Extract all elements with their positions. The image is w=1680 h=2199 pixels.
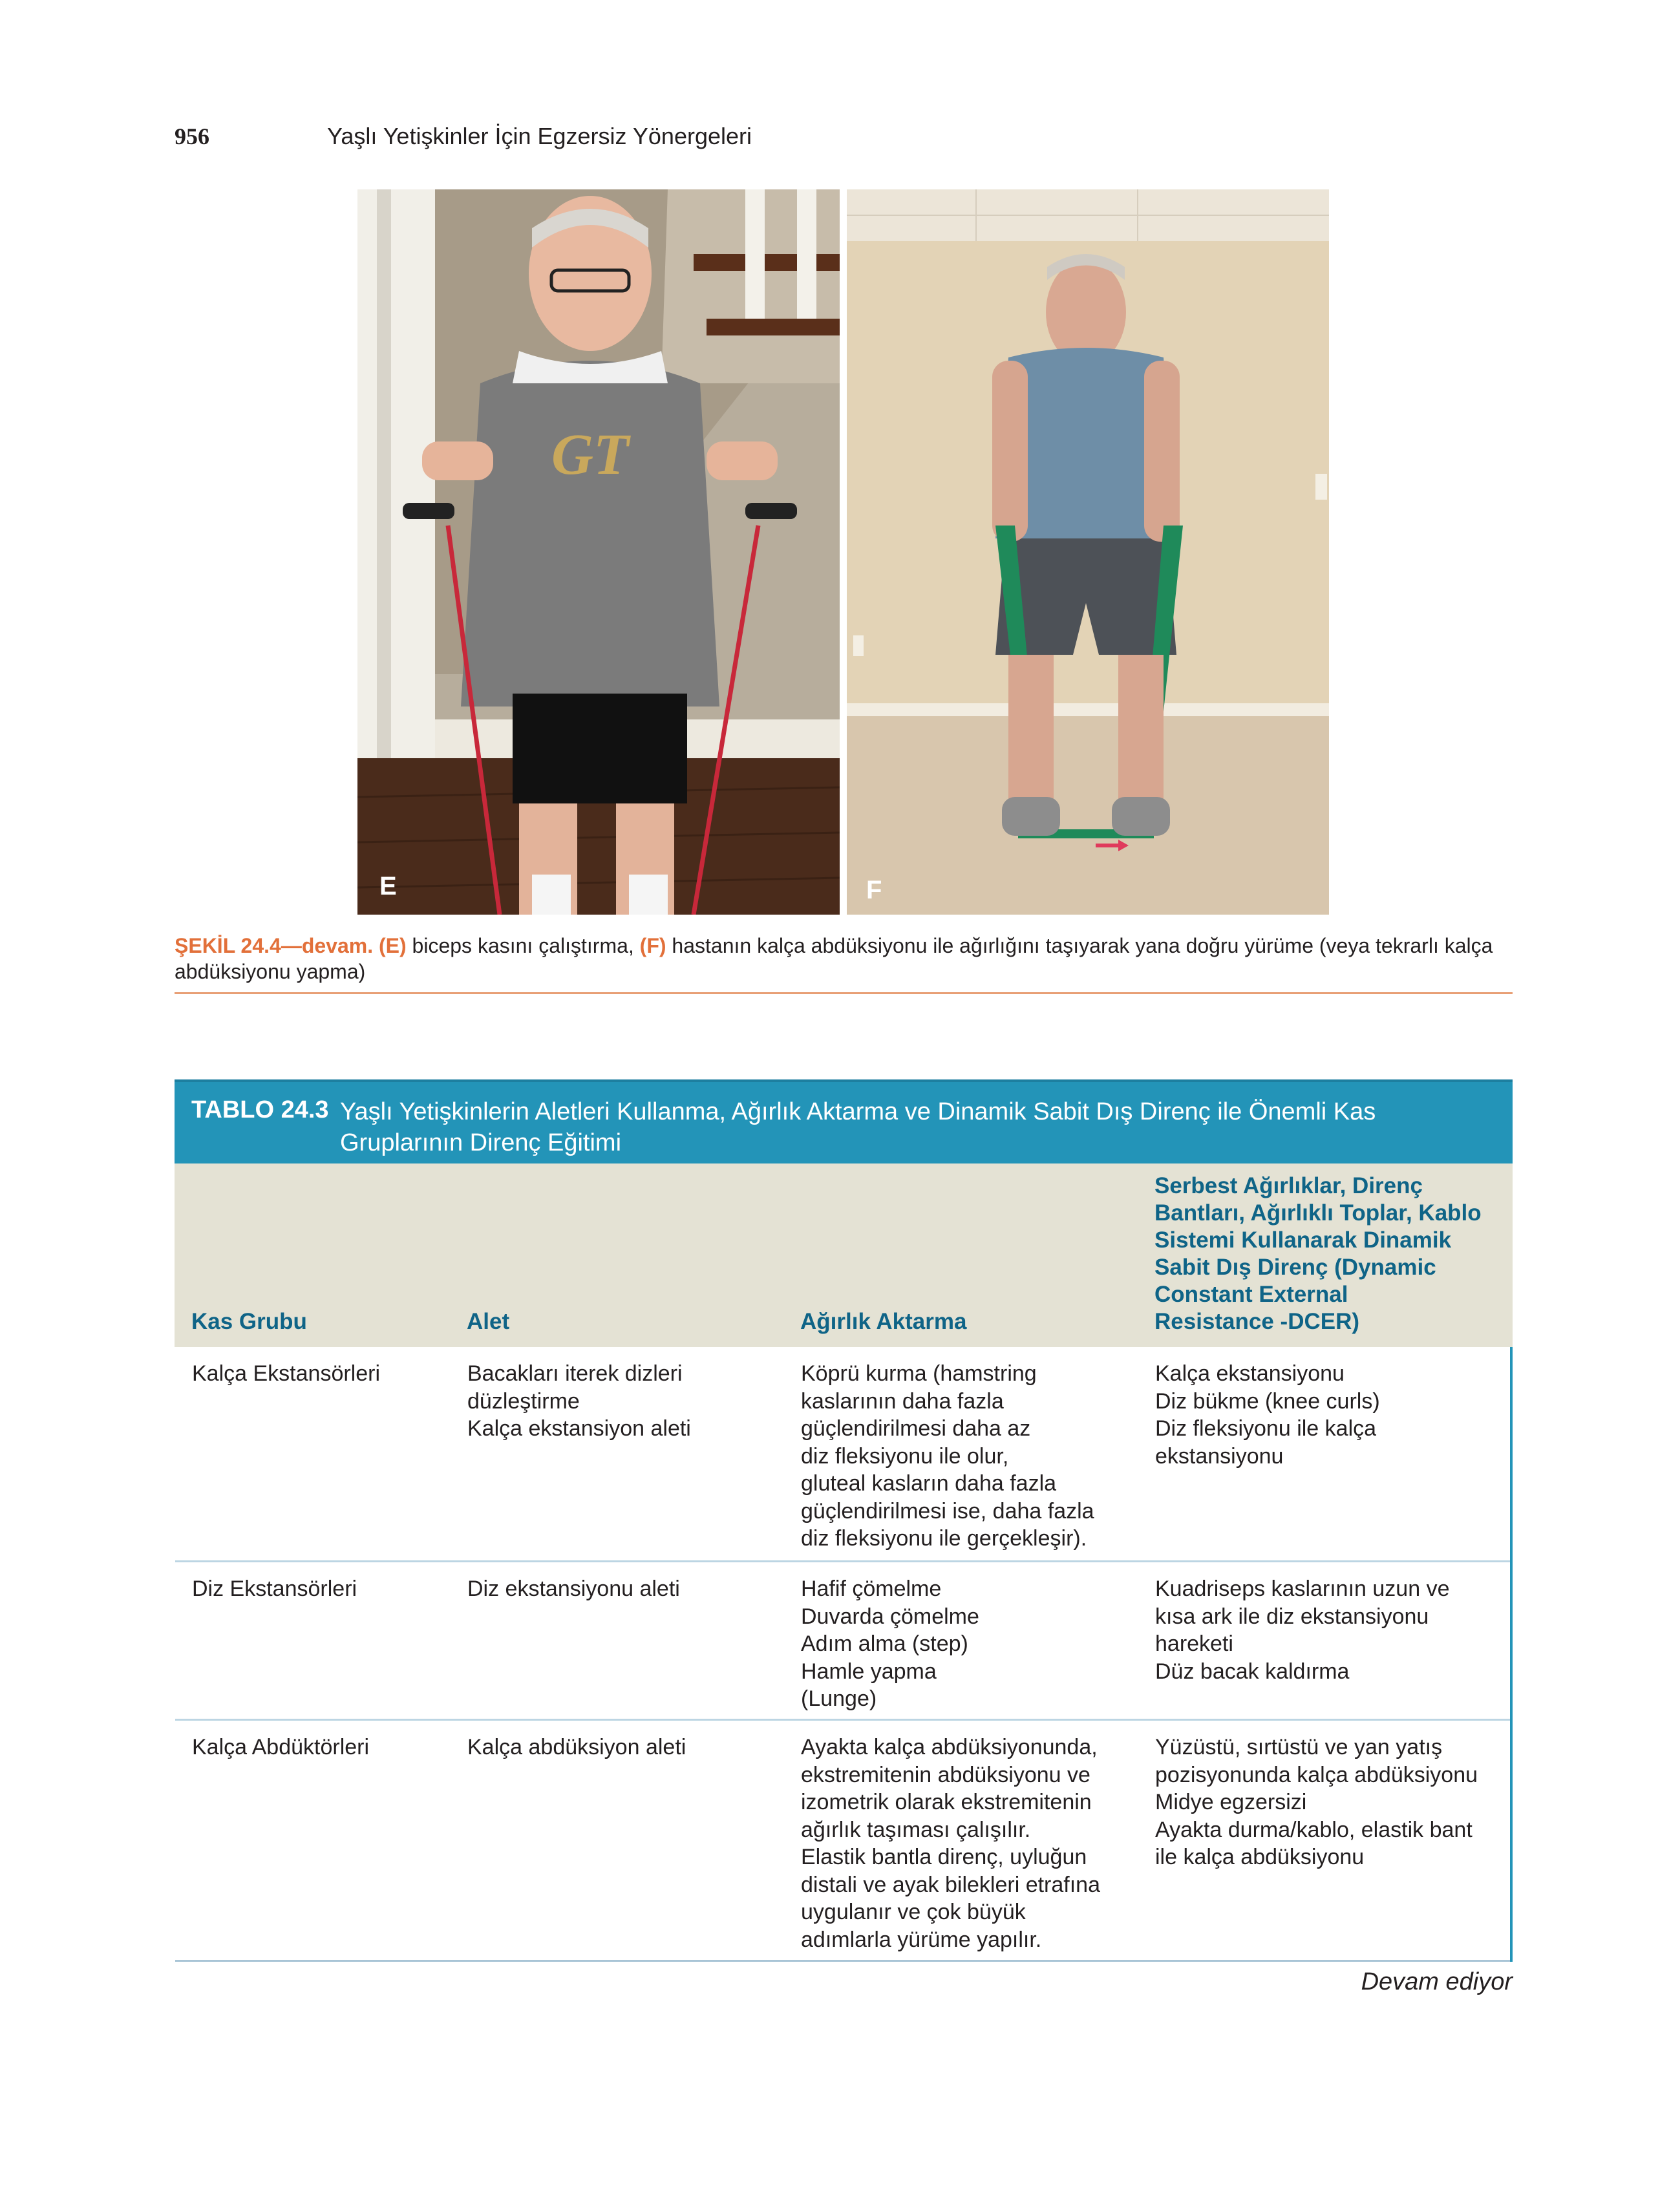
cell-line: Köprü kurma (hamstring — [801, 1361, 1037, 1386]
cell-line: Diz fleksiyonu ile kalça — [1155, 1416, 1377, 1441]
page-header — [175, 123, 752, 162]
caption-tag-f: (F) — [639, 934, 666, 957]
caption-text-e: biceps kasını çalıştırma, — [406, 934, 640, 957]
cell-weight-transfer — [801, 1575, 1143, 1713]
cell-line: diz fleksiyonu ile olur, — [801, 1443, 1009, 1469]
cell-line: Adım alma (step) — [801, 1631, 968, 1656]
cell-muscle — [192, 1575, 457, 1603]
column-header-muscle: Kas Grubu — [191, 1309, 307, 1334]
cell-weight-transfer — [801, 1360, 1143, 1553]
cell-machine — [467, 1360, 791, 1443]
cell-line: ekstansiyonu — [1155, 1443, 1284, 1469]
cell-muscle — [192, 1734, 457, 1761]
man-side-step-band-photo — [847, 189, 1329, 915]
cell-muscle — [192, 1360, 457, 1388]
cell-dcer — [1155, 1360, 1507, 1470]
cell-line: kısa ark ile diz ekstansiyonu — [1155, 1604, 1429, 1629]
cell-weight-transfer — [801, 1734, 1143, 1953]
cell-line: Yüzüstü, sırtüstü ve yan yatış — [1155, 1735, 1443, 1759]
cell-line: ağırlık taşıması çalışılır. — [801, 1817, 1031, 1842]
cell-line: Duvarda çömelme — [801, 1604, 979, 1629]
table-header-row — [175, 1163, 1513, 1347]
cell-line: Hafif çömelme — [801, 1577, 942, 1601]
table-title — [340, 1096, 1376, 1163]
cell-line: distali ve ayak bilekleri etrafına — [801, 1872, 1101, 1897]
cell-line: izometrik olarak ekstremitenin — [801, 1790, 1092, 1814]
figure-caption — [175, 933, 1513, 984]
cell-machine — [467, 1575, 791, 1603]
column-header-weight-transfer: Ağırlık Aktarma — [800, 1309, 967, 1334]
cell-line: Bacakları iterek dizleri — [467, 1361, 683, 1386]
cell-line: Kalça Ekstansörleri — [192, 1361, 381, 1386]
svg-text:GT: GT — [551, 423, 629, 487]
table-row — [175, 1347, 1510, 1562]
panel-label-f: F — [866, 876, 882, 904]
cell-dcer — [1155, 1575, 1507, 1685]
cell-line: Kalça Abdüktörleri — [192, 1735, 370, 1759]
table-number: TABLO 24.3 — [191, 1096, 329, 1123]
panel-label-e: E — [379, 872, 397, 900]
caption-tag-e: (E) — [379, 934, 407, 957]
caption-text-f: hastanın kalça abdüksiyonu ile ağırlığını taşıyarak yana doğru yürüme (veya tekrarlı kalça abdüksiyonu yapma) — [175, 934, 1493, 983]
photo-e — [357, 189, 840, 915]
running-title: Yaşlı Yetişkinler İçin Egzersiz Yönergeleri — [327, 123, 752, 149]
cell-line: Kalça ekstansiyon aleti — [467, 1416, 691, 1441]
table-24-3 — [175, 1079, 1513, 1962]
cell-line: güçlendirilmesi daha az — [801, 1416, 1031, 1441]
cell-line: Hamle yapma — [801, 1659, 937, 1684]
cell-line: düzleştirme — [467, 1388, 580, 1414]
cell-line: Ayakta durma/kablo, elastik bant — [1155, 1817, 1473, 1842]
cell-line: Kuadriseps kaslarının uzun ve — [1155, 1577, 1450, 1601]
cell-line: Midye egzersizi — [1155, 1790, 1307, 1814]
cell-line: Diz bükme (knee curls) — [1155, 1388, 1380, 1414]
caption-label: ŞEKİL 24.4—devam. — [175, 934, 374, 957]
table-title-bar — [175, 1079, 1513, 1163]
cell-line: Ayakta kalça abdüksiyonunda, — [801, 1735, 1098, 1759]
cell-line: Kalça abdüksiyon aleti — [467, 1735, 686, 1759]
cell-line: ile kalça abdüksiyonu — [1155, 1845, 1365, 1869]
cell-line: adımlarla yürüme yapılır. — [801, 1927, 1042, 1952]
column-header-machine: Alet — [467, 1309, 510, 1334]
photo-f — [847, 189, 1329, 915]
cell-machine — [467, 1734, 791, 1761]
table-title-line-2: Gruplarının Direnç Eğitimi — [340, 1129, 622, 1156]
cell-line: Diz Ekstansörleri — [192, 1577, 357, 1601]
cell-line: ekstremitenin abdüksiyonu ve — [801, 1762, 1090, 1787]
continued-note: Devam ediyor — [1361, 1968, 1513, 1995]
table-row — [175, 1721, 1510, 1962]
caption-divider — [175, 992, 1513, 994]
cell-line: kaslarının daha fazla — [801, 1388, 1004, 1414]
elderly-man-biceps-band-photo — [357, 189, 840, 915]
cell-line: Kalça ekstansiyonu — [1155, 1361, 1345, 1386]
cell-line: Diz ekstansiyonu aleti — [467, 1577, 680, 1601]
cell-line: hareketi — [1155, 1631, 1233, 1656]
cell-line: diz fleksiyonu ile gerçekleşir). — [801, 1526, 1087, 1551]
page-number: 956 — [175, 123, 209, 149]
cell-line: Düz bacak kaldırma — [1155, 1659, 1350, 1684]
cell-line: güçlendirilmesi ise, daha fazla — [801, 1498, 1094, 1524]
table-row — [175, 1562, 1510, 1721]
cell-dcer — [1155, 1734, 1507, 1871]
cell-line: Elastik bantla direnç, uyluğun — [801, 1845, 1087, 1869]
column-header-dcer: Serbest Ağırlıklar, Direnç Bantları, Ağırlıklı Toplar, Kablo Sistemi Kullanarak Dinamik Sabit Dış Direnç (Dynamic Constant External Resistance -DCER) — [1154, 1173, 1482, 1334]
cell-line: uygulanır ve çok büyük — [801, 1900, 1026, 1924]
cell-line: gluteal kasların daha fazla — [801, 1471, 1057, 1496]
cell-line: (Lunge) — [801, 1686, 877, 1711]
cell-line: pozisyonunda kalça abdüksiyonu — [1155, 1762, 1478, 1787]
table-body — [175, 1347, 1513, 1962]
table-title-line-1: Yaşlı Yetişkinlerin Aletleri Kullanma, Ağırlık Aktarma ve Dinamik Sabit Dış Direnç ile Önemli Kas — [340, 1098, 1376, 1125]
